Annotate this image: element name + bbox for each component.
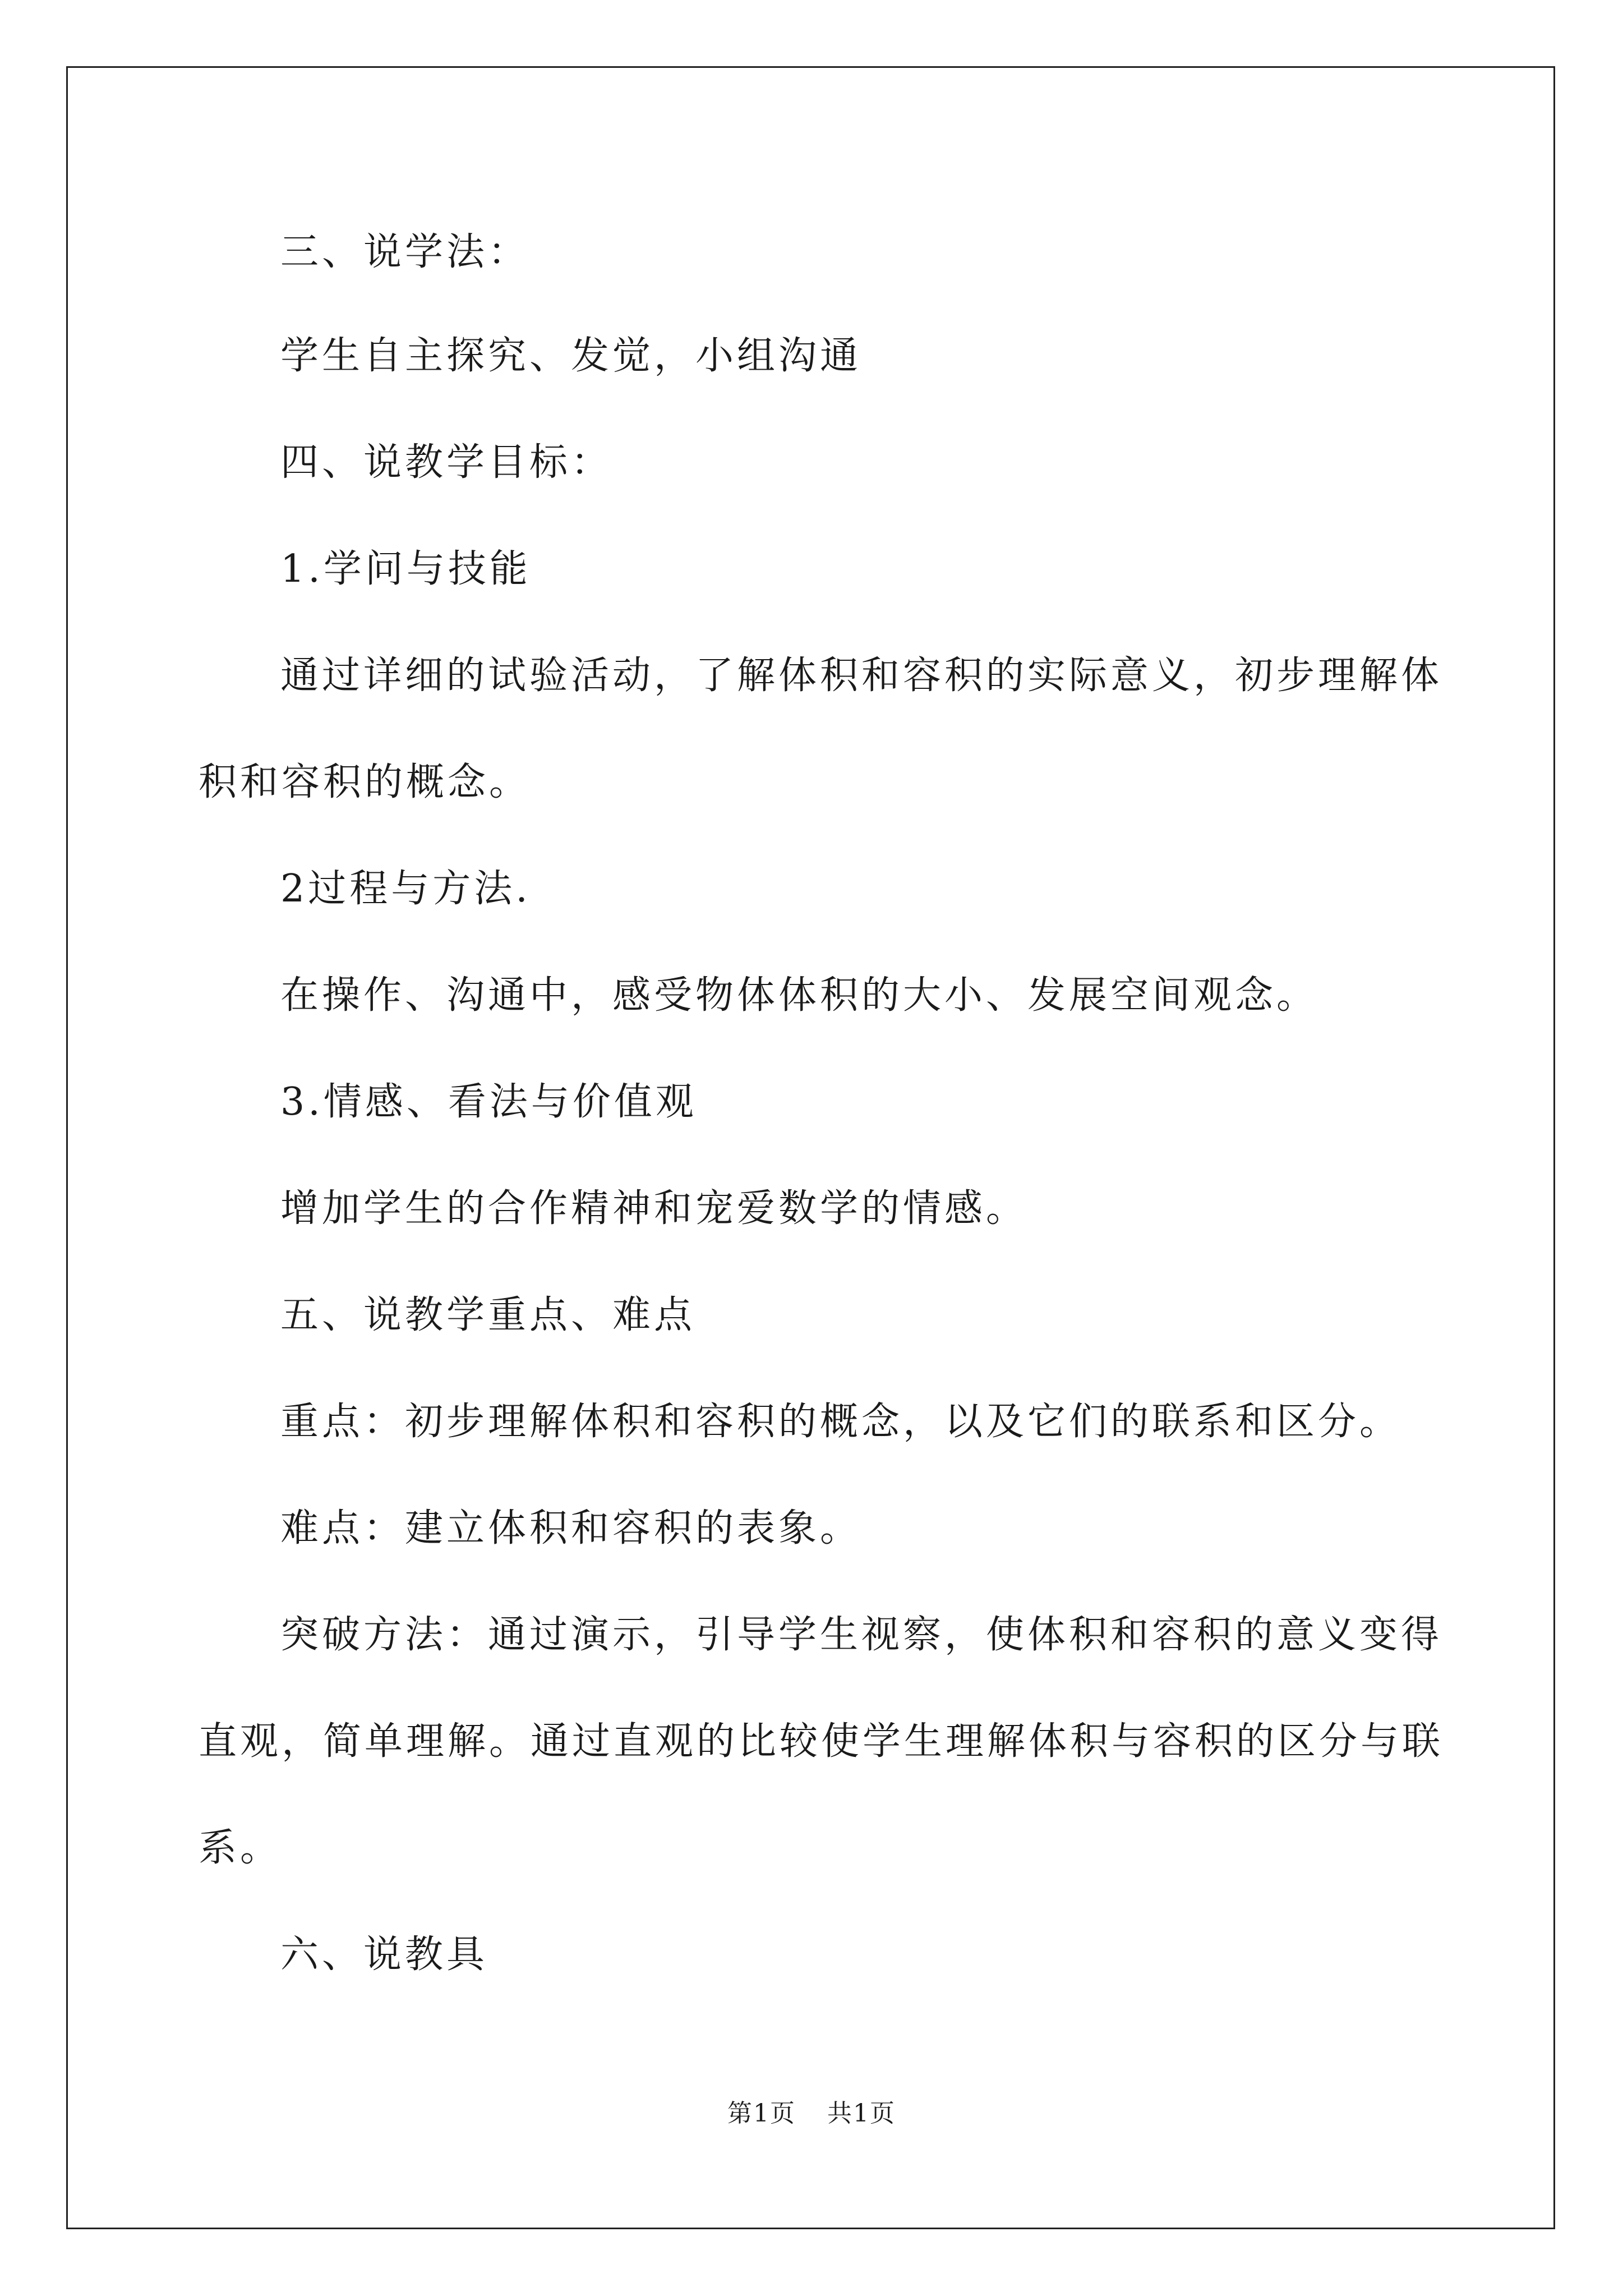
heading-teaching-aids: 六、说教具 (280, 1932, 488, 1977)
page-total: 共1页 (827, 2099, 896, 2128)
paragraph-knowledge-skills-line2: 积和容积的概念。 (199, 760, 531, 804)
page-number: 第1页 (727, 2099, 796, 2128)
page-footer (0, 2098, 1623, 2129)
subheading-process-method: 2过程与方法. (280, 867, 531, 911)
paragraph-difficult-point: 难点：建立体积和容积的表象。 (280, 1506, 862, 1550)
paragraph-key-point: 重点：初步理解体积和容积的概念，以及它们的联系和区分。 (280, 1400, 1401, 1444)
paragraph-breakthrough-line2: 直观，简单理解。通过直观的比较使学生理解体积与容积的区分与联 (199, 1719, 1444, 1764)
paragraph-learning-method: 学生自主探究、发觉，小组沟通 (280, 334, 862, 378)
subheading-emotion-values: 3.情感、看法与价值观 (280, 1080, 697, 1124)
paragraph-breakthrough-line3: 系。 (199, 1826, 282, 1870)
page-border (66, 66, 1555, 2229)
heading-key-difficult-points: 五、说教学重点、难点 (280, 1293, 696, 1337)
paragraph-emotion-values: 增加学生的合作精神和宠爱数学的情感。 (280, 1186, 1028, 1231)
subheading-knowledge-skills: 1.学问与技能 (280, 547, 531, 591)
heading-learning-method: 三、说学法： (280, 230, 530, 274)
heading-teaching-goals: 四、说教学目标： (280, 440, 613, 485)
paragraph-knowledge-skills-line1: 通过详细的试验活动，了解体积和容积的实际意义，初步理解体 (280, 654, 1443, 698)
paragraph-breakthrough-line1: 突破方法：通过演示，引导学生视察，使体积和容积的意义变得 (280, 1613, 1443, 1657)
paragraph-process-method: 在操作、沟通中，感受物体体积的大小、发展空间观念。 (280, 973, 1318, 1018)
